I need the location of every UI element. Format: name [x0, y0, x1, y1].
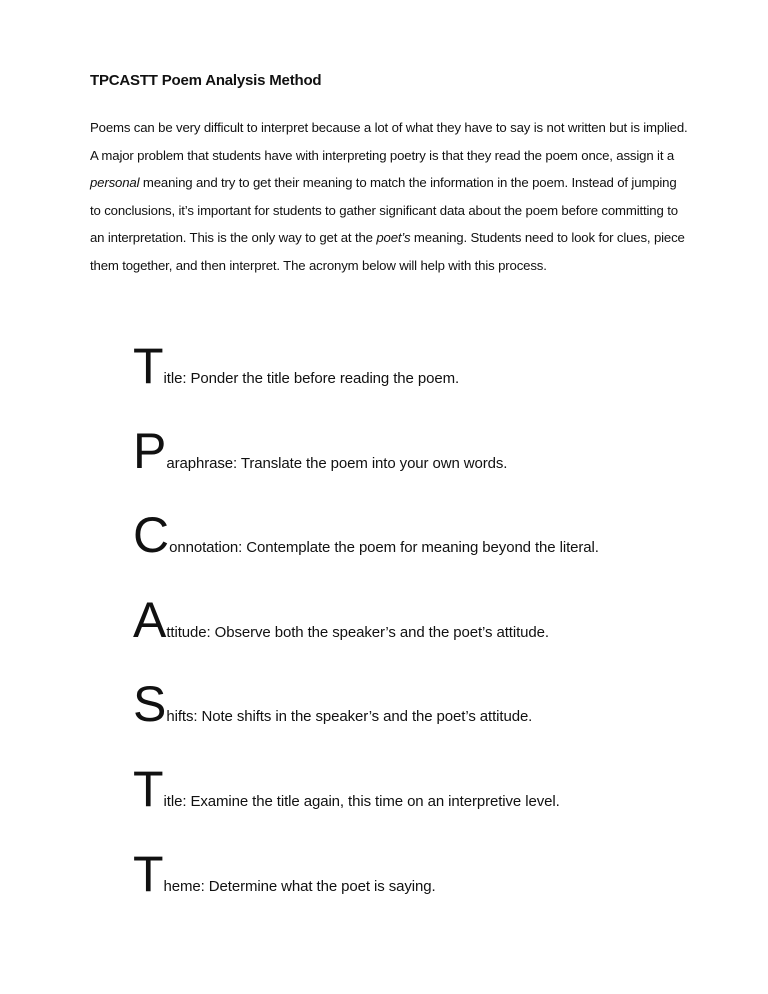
acronym-description: ttitude: Observe both the speaker’s and the poet’s attitude.	[166, 623, 549, 641]
acronym-description: araphrase: Translate the poem into your own words.	[166, 454, 508, 472]
acronym-item-title	[133, 338, 599, 423]
acronym-item-theme	[133, 846, 599, 931]
intro-emphasis-poets: poet’s	[376, 230, 411, 245]
acronym-description: heme: Determine what the poet is saying.	[163, 877, 436, 895]
page-title: TPCASTT Poem Analysis Method	[90, 72, 322, 89]
acronym-letter: P	[133, 422, 167, 479]
acronym-list	[133, 338, 599, 930]
acronym-letter: A	[133, 591, 167, 648]
intro-text-part-2: meaning and try to get their meaning to match the information in the poem. Instead of jumping to conclusions, it’s important for students to gather significant data about the poem before committing to an interpretation. This is the only way to get at the	[90, 175, 678, 245]
acronym-item-connotation	[133, 507, 599, 592]
intro-paragraph	[90, 114, 690, 279]
acronym-letter: S	[133, 676, 167, 733]
intro-emphasis-personal: personal	[90, 175, 140, 190]
acronym-letter: C	[133, 507, 170, 564]
acronym-item-attitude	[133, 592, 599, 677]
acronym-description: itle: Ponder the title before reading the poem.	[163, 370, 460, 387]
acronym-description: itle: Examine the title again, this time on an interpretive level.	[163, 792, 560, 810]
acronym-letter: T	[133, 760, 164, 817]
intro-text-part-3: meaning. Students need to look for clues, piece them together, and then interpret. The acronym below will help with this process.	[90, 230, 685, 273]
acronym-description: onnotation: Contemplate the poem for meaning beyond the literal.	[169, 539, 599, 557]
acronym-letter: T	[133, 845, 164, 902]
intro-text-part-1: Poems can be very difficult to interpret because a lot of what they have to say is not written but is implied. A major problem that students have with interpreting poetry is that they read the poem once, assign it a	[90, 120, 688, 163]
acronym-description: hifts: Note shifts in the speaker’s and the poet’s attitude.	[166, 708, 533, 726]
acronym-item-title-again	[133, 761, 599, 846]
acronym-letter: T	[133, 338, 164, 394]
acronym-item-paraphrase	[133, 423, 599, 508]
acronym-item-shifts	[133, 676, 599, 761]
